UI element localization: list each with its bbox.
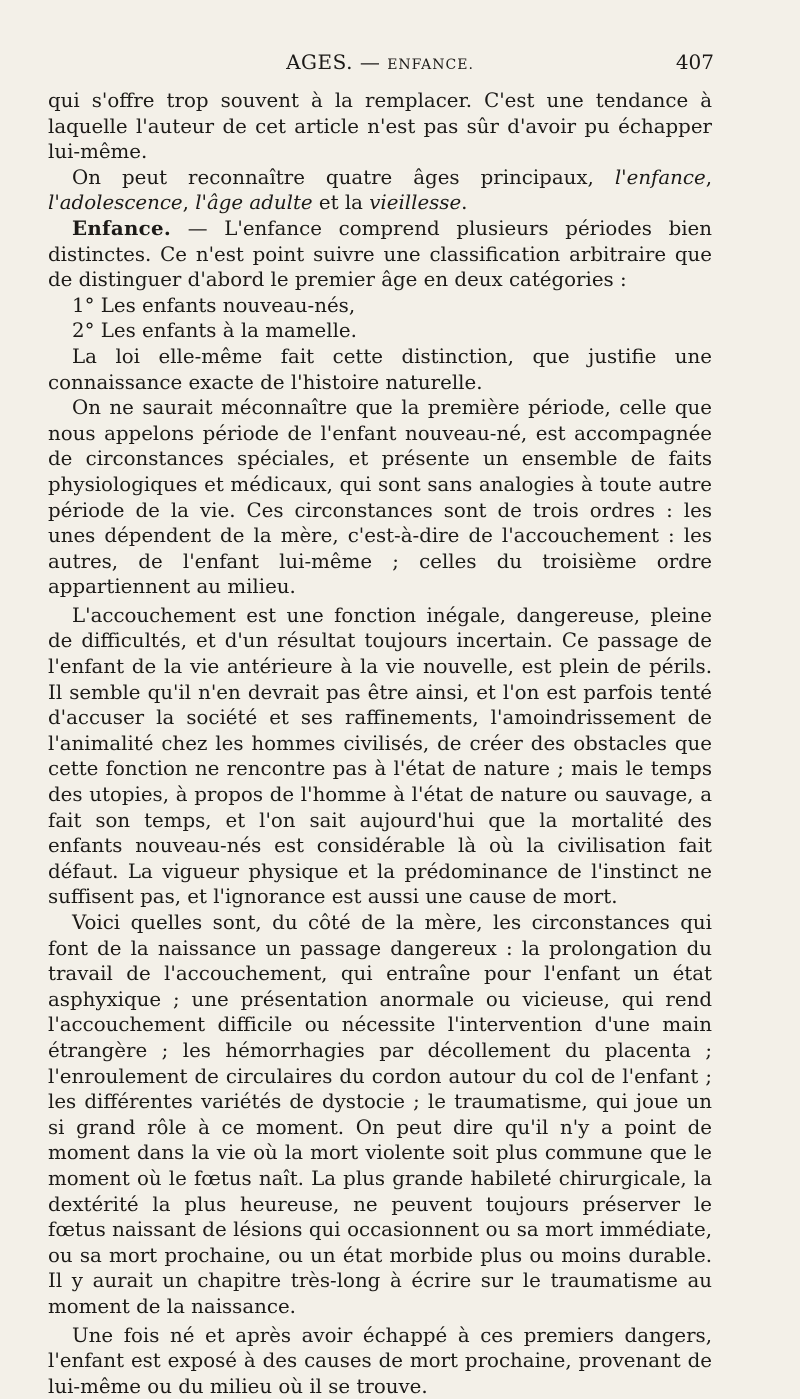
running-title — [48, 50, 712, 74]
p2-text-3: , — [183, 191, 196, 214]
paragraph-6: L'accouchement est une fonction inégale, dangereuse, pleine de difficultés, et d'un résultat toujours incertain. Ce passage de l'enfant de la vie antérieure à la vie nouvelle, est plein de périls. Il semble qu'il n'en devrait pas être ainsi, et l'on est parfois tenté d'accuser la société et ses raffinements, l'amoindrissement de l'animalité chez les hommes civilisés, de créer des obstacles que cette fonction ne rencontre pas à l'état de nature ; mais le temps des utopies, à propos de l'homme à l'état de nature ou sauvage, a fait son temps, et l'on sait aujourd'hui que la mortalité des enfants nouveau-nés est considérable là où la civilisation fait défaut. La vigueur physique et la prédominance de l'instinct ne suffisent pas, et l'ignorance est aussi une cause de mort. — [48, 603, 712, 910]
p3-text: — L'enfance comprend plusieurs périodes bien distinctes. Ce n'est point suivre une classification arbitraire que de distinguer d'abord le premier âge en deux catégories : — [48, 217, 712, 291]
term-vieillesse: vieillesse — [369, 191, 461, 214]
paragraph-5: On ne saurait méconnaître que la première période, celle que nous appelons période de l'enfant nouveau-né, est accompagnée de circonstances spéciales, et présente un ensemble de faits physiologiques et médicaux, qui sont sans analogies à toute autre période de la vie. Ces circonstances sont de trois ordres : les unes dépendent de la mère, c'est-à-dire de l'accouchement : les autres, de l'enfant lui-même ; celles du troisième ordre appartiennent au milieu. — [48, 395, 712, 600]
term-enfance: l'enfance — [615, 166, 706, 189]
term-age-adulte: l'âge adulte — [195, 191, 312, 214]
term-adolescence: l'adolescence — [48, 191, 183, 214]
running-head — [48, 50, 712, 88]
header-section: ENFANCE. — [387, 57, 474, 73]
paragraph-2 — [48, 165, 712, 216]
paragraph-3 — [48, 216, 712, 293]
p2-text-5: . — [461, 191, 467, 214]
list-item-2: 2° Les enfants à la mamelle. — [48, 318, 712, 344]
p2-text-1: On peut reconnaître quatre âges principaux, — [72, 166, 615, 189]
list-item-1: 1° Les enfants nouveau-nés, — [48, 293, 712, 319]
paragraph-8: Une fois né et après avoir échappé à ces premiers dangers, l'enfant est exposé à des causes de mort prochaine, provenant de lui-même ou du milieu où il se trouve. — [48, 1323, 712, 1399]
p2-text-2: , — [706, 166, 712, 189]
p2-text-4: et la — [313, 191, 370, 214]
paragraph-4: La loi elle-même fait cette distinction, que justifie une connaissance exacte de l'histoire naturelle. — [48, 344, 712, 395]
paragraph-1: qui s'offre trop souvent à la remplacer. C'est une tendance à laquelle l'auteur de cet article n'est pas sûr d'avoir pu échapper lui-même. — [48, 88, 712, 165]
header-title: AGES. — [286, 50, 353, 74]
body-text — [48, 88, 712, 1399]
header-dash: — — [353, 50, 387, 74]
section-heading-enfance: Enfance. — [72, 216, 171, 240]
page-number: 407 — [676, 50, 714, 74]
paragraph-7: Voici quelles sont, du côté de la mère, les circonstances qui font de la naissance un passage dangereux : la prolongation du travail de l'accouchement, qui entraîne pour l'enfant un état asphyxique ; une présentation anormale ou vicieuse, qui rend l'accouchement difficile ou nécessite l'intervention d'une main étrangère ; les hémorrhagies par décollement du placenta ; l'enroulement de circulaires du cordon autour du col de l'enfant ; les différentes variétés de dystocie ; le traumatisme, qui joue un si grand rôle à ce moment. On peut dire qu'il n'y a point de moment dans la vie où la mort violente soit plus commune que le moment où le fœtus naît. La plus grande habileté chirurgicale, la dextérité la plus heureuse, ne peuvent toujours préserver le fœtus naissant de lésions qui occasionnent ou sa mort immédiate, ou sa mort prochaine, ou un état morbide plus ou moins durable. Il y aurait un chapitre très-long à écrire sur le traumatisme au moment de la naissance. — [48, 910, 712, 1320]
